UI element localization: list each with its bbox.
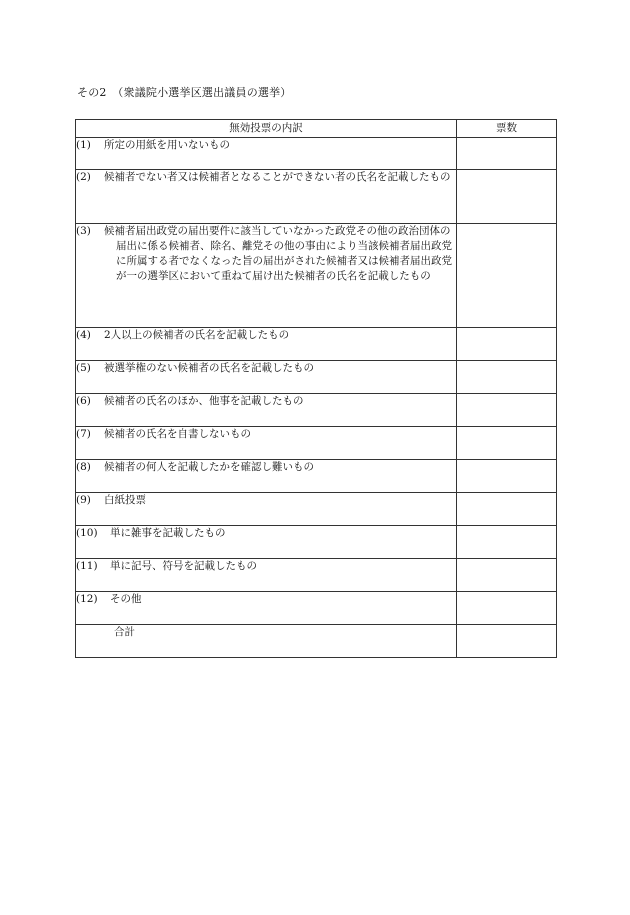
table-row — [76, 170, 557, 224]
count-column-header: 票数 — [457, 120, 557, 138]
reason-column-header: 無効投票の内訳 — [76, 120, 457, 138]
invalid-votes-table — [75, 119, 557, 658]
document-heading: その2 （衆議院小選挙区選出議員の選挙） — [77, 86, 292, 99]
item-number: (11) — [76, 560, 98, 572]
vote-count-cell[interactable] — [457, 328, 557, 361]
item-text: 被選挙権のない候補者の氏名を記載したもの — [104, 362, 314, 374]
vote-count-cell[interactable] — [457, 526, 557, 559]
table-row — [76, 460, 557, 493]
item-text: 所定の用紙を用いないもの — [104, 139, 230, 151]
reason-cell — [76, 427, 457, 460]
table-row — [76, 526, 557, 559]
reason-cell — [76, 224, 457, 328]
reason-cell — [76, 328, 457, 361]
reason-cell — [76, 460, 457, 493]
item-text: 単に記号、符号を記載したもの — [110, 560, 257, 572]
item-number: (4) — [76, 329, 91, 341]
table-row — [76, 559, 557, 592]
table-row — [76, 394, 557, 427]
reason-cell — [76, 138, 457, 170]
total-count-cell[interactable] — [457, 625, 557, 658]
table-row — [76, 224, 557, 328]
reason-cell — [76, 592, 457, 625]
vote-count-cell[interactable] — [457, 493, 557, 526]
table-row — [76, 361, 557, 394]
table-header-row — [76, 120, 557, 138]
vote-count-cell[interactable] — [457, 427, 557, 460]
item-number: (1) — [76, 139, 91, 151]
item-number: (2) — [76, 171, 91, 183]
item-text: 単に雑事を記載したもの — [110, 527, 226, 539]
table-row — [76, 427, 557, 460]
table-row — [76, 592, 557, 625]
item-text: 候補者の何人を記載したかを確認し難いもの — [104, 461, 314, 473]
reason-cell — [76, 361, 457, 394]
vote-count-cell[interactable] — [457, 592, 557, 625]
reason-cell — [76, 493, 457, 526]
total-label: 合計 — [114, 626, 135, 638]
total-label-cell — [76, 625, 457, 658]
item-text: 候補者の氏名のほか、他事を記載したもの — [104, 395, 304, 407]
reason-cell — [76, 559, 457, 592]
item-number: (6) — [76, 395, 91, 407]
item-text: 候補者届出政党の届出要件に該当していなかった政党その他の政治団体の届出に係る候補者、除名、離党その他の事由により当該候補者届出政党に所属する者でなくなった旨の届出がされた候補者又は候補者届出政党が一の選挙区において重ねて届け出た候補者の氏名を記載したもの — [104, 225, 452, 282]
table-row — [76, 493, 557, 526]
table-row — [76, 328, 557, 361]
vote-count-cell[interactable] — [457, 460, 557, 493]
item-text: 候補者の氏名を自書しないもの — [104, 428, 251, 440]
item-text: 白紙投票 — [104, 494, 146, 506]
vote-count-cell[interactable] — [457, 170, 557, 224]
reason-cell — [76, 526, 457, 559]
vote-count-cell[interactable] — [457, 361, 557, 394]
vote-count-cell[interactable] — [457, 138, 557, 170]
item-text: 候補者でない者又は候補者となることができない者の氏名を記載したもの — [104, 171, 451, 183]
item-number: (5) — [76, 362, 91, 374]
item-text: その他 — [110, 593, 142, 605]
item-number: (8) — [76, 461, 91, 473]
item-number: (7) — [76, 428, 91, 440]
item-text: 2人以上の候補者の氏名を記載したもの — [104, 329, 290, 341]
item-number: (10) — [76, 527, 98, 539]
reason-cell — [76, 170, 457, 224]
item-number: (9) — [76, 494, 91, 506]
total-row — [76, 625, 557, 658]
vote-count-cell[interactable] — [457, 224, 557, 328]
vote-count-cell[interactable] — [457, 559, 557, 592]
reason-cell — [76, 394, 457, 427]
table-row — [76, 138, 557, 170]
item-number: (3) — [76, 225, 91, 237]
vote-count-cell[interactable] — [457, 394, 557, 427]
item-number: (12) — [76, 593, 98, 605]
